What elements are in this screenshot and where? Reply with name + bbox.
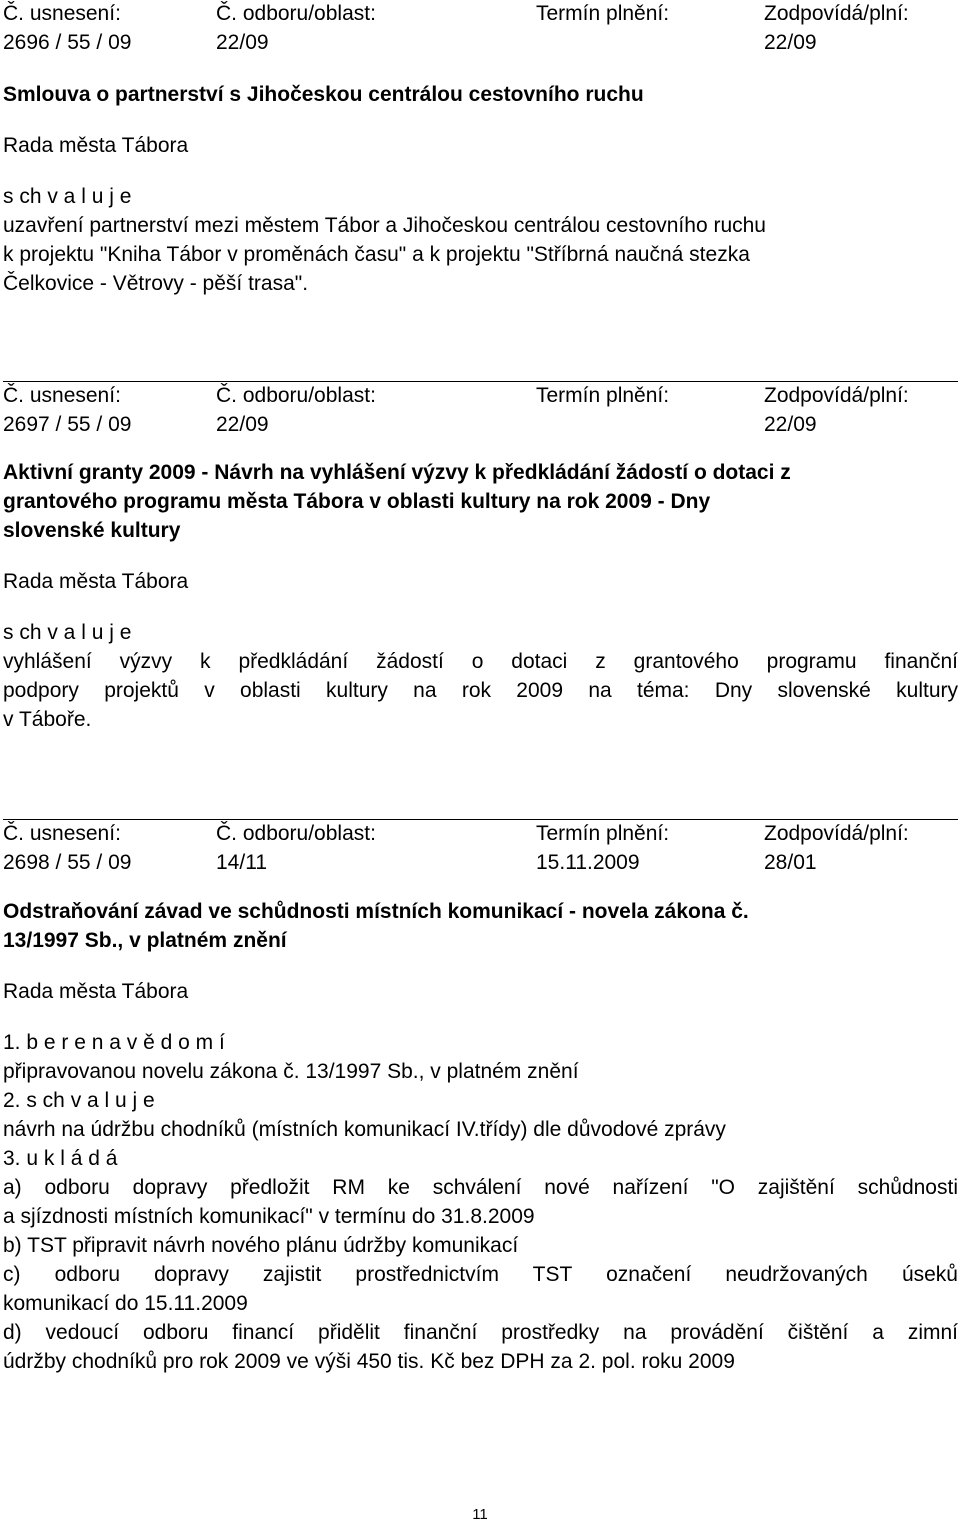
label-usneseni: Č. usnesení: (3, 384, 121, 407)
body-line: uzavření partnerství mezi městem Tábor a Jihočeskou centrálou cestovního ruchu (3, 214, 766, 237)
label-odbor: Č. odboru/oblast: (216, 822, 376, 845)
body-line: podpory projektů v oblasti kultury na rok 2009 na téma: Dny slovenské kultury (3, 679, 958, 702)
resolution-header (3, 819, 958, 878)
label-zodpovida: Zodpovídá/plní: (764, 2, 909, 25)
label-usneseni: Č. usnesení: (3, 822, 121, 845)
body-line: c) odboru dopravy zajistit prostřednictvím TST označení neudržovaných úseků (3, 1263, 958, 1286)
resolution-number: 2697 / 55 / 09 (3, 413, 132, 436)
body-line: návrh na údržbu chodníků (místních komunikací IV.třídy) dle důvodové zprávy (3, 1118, 726, 1141)
label-usneseni: Č. usnesení: (3, 2, 121, 25)
resolution-title-line: 13/1997 Sb., v platném znění (3, 929, 287, 952)
resolution-title-line: Aktivní granty 2009 - Návrh na vyhlášení výzvy k předkládání žádostí o dotaci z (3, 461, 791, 484)
odbor-value: 22/09 (216, 31, 269, 54)
body-line: a) odboru dopravy předložit RM ke schválení nové nařízení "O zajištění schůdnosti (3, 1176, 958, 1199)
resolution-title-line: Odstraňování závad ve schůdnosti místních komunikací - novela zákona č. (3, 900, 749, 923)
odbor-value: 14/11 (216, 851, 267, 874)
body-line: k projektu "Kniha Tábor v proměnách času" a k projektu "Stříbrná naučná stezka (3, 243, 750, 266)
body-line: vyhlášení výzvy k předkládání žádostí o dotaci z grantového programu finanční (3, 650, 958, 673)
body-line: údržby chodníků pro rok 2009 ve výši 450 tis. Kč bez DPH za 2. pol. roku 2009 (3, 1350, 735, 1373)
body-line: 3. u k l á d á (3, 1147, 118, 1170)
label-odbor: Č. odboru/oblast: (216, 2, 376, 25)
zodpovida-value: 28/01 (764, 851, 817, 874)
termin-value: 15.11.2009 (536, 851, 640, 874)
body-line: Rada města Tábora (3, 134, 189, 157)
label-termin: Termín plnění: (536, 2, 670, 25)
body-line: Rada města Tábora (3, 570, 189, 593)
label-termin: Termín plnění: (536, 384, 670, 407)
body-line: v Táboře. (3, 708, 92, 731)
body-line: komunikací do 15.11.2009 (3, 1292, 248, 1315)
resolution-header (3, 381, 958, 440)
label-termin: Termín plnění: (536, 822, 670, 845)
label-zodpovida: Zodpovídá/plní: (764, 384, 909, 407)
page-number: 11 (472, 1506, 488, 1523)
resolution-header (3, 0, 958, 58)
resolution-number: 2696 / 55 / 09 (3, 31, 132, 54)
label-odbor: Č. odboru/oblast: (216, 384, 376, 407)
body-line: d) vedoucí odboru financí přidělit finanční prostředky na provádění čištění a zimní (3, 1321, 958, 1344)
body-line: Čelkovice - Větrovy - pěší trasa". (3, 272, 309, 295)
resolution-2697 (3, 381, 958, 734)
body-line: a sjízdnosti místních komunikací" v termínu do 31.8.2009 (3, 1205, 535, 1228)
resolution-2696 (3, 0, 958, 298)
resolution-title: Smlouva o partnerství s Jihočeskou centrálou cestovního ruchu (3, 83, 644, 106)
zodpovida-value: 22/09 (764, 413, 817, 436)
body-line: 1. b e r e n a v ě d o m í (3, 1031, 225, 1054)
body-line: s ch v a l u j e (3, 185, 132, 208)
resolution-2698 (3, 819, 958, 1376)
body-line: Rada města Tábora (3, 980, 189, 1003)
odbor-value: 22/09 (216, 413, 269, 436)
body-line: připravovanou novelu zákona č. 13/1997 Sb., v platném znění (3, 1060, 579, 1083)
label-zodpovida: Zodpovídá/plní: (764, 822, 909, 845)
body-line: s ch v a l u j e (3, 621, 132, 644)
zodpovida-value: 22/09 (764, 31, 817, 54)
resolution-title-line: grantového programu města Tábora v oblasti kultury na rok 2009 - Dny (3, 490, 711, 513)
resolution-number: 2698 / 55 / 09 (3, 851, 132, 874)
body-line: b) TST připravit návrh nového plánu údržby komunikací (3, 1234, 519, 1257)
resolution-title-line: slovenské kultury (3, 519, 181, 542)
body-line: 2. s ch v a l u j e (3, 1089, 155, 1112)
